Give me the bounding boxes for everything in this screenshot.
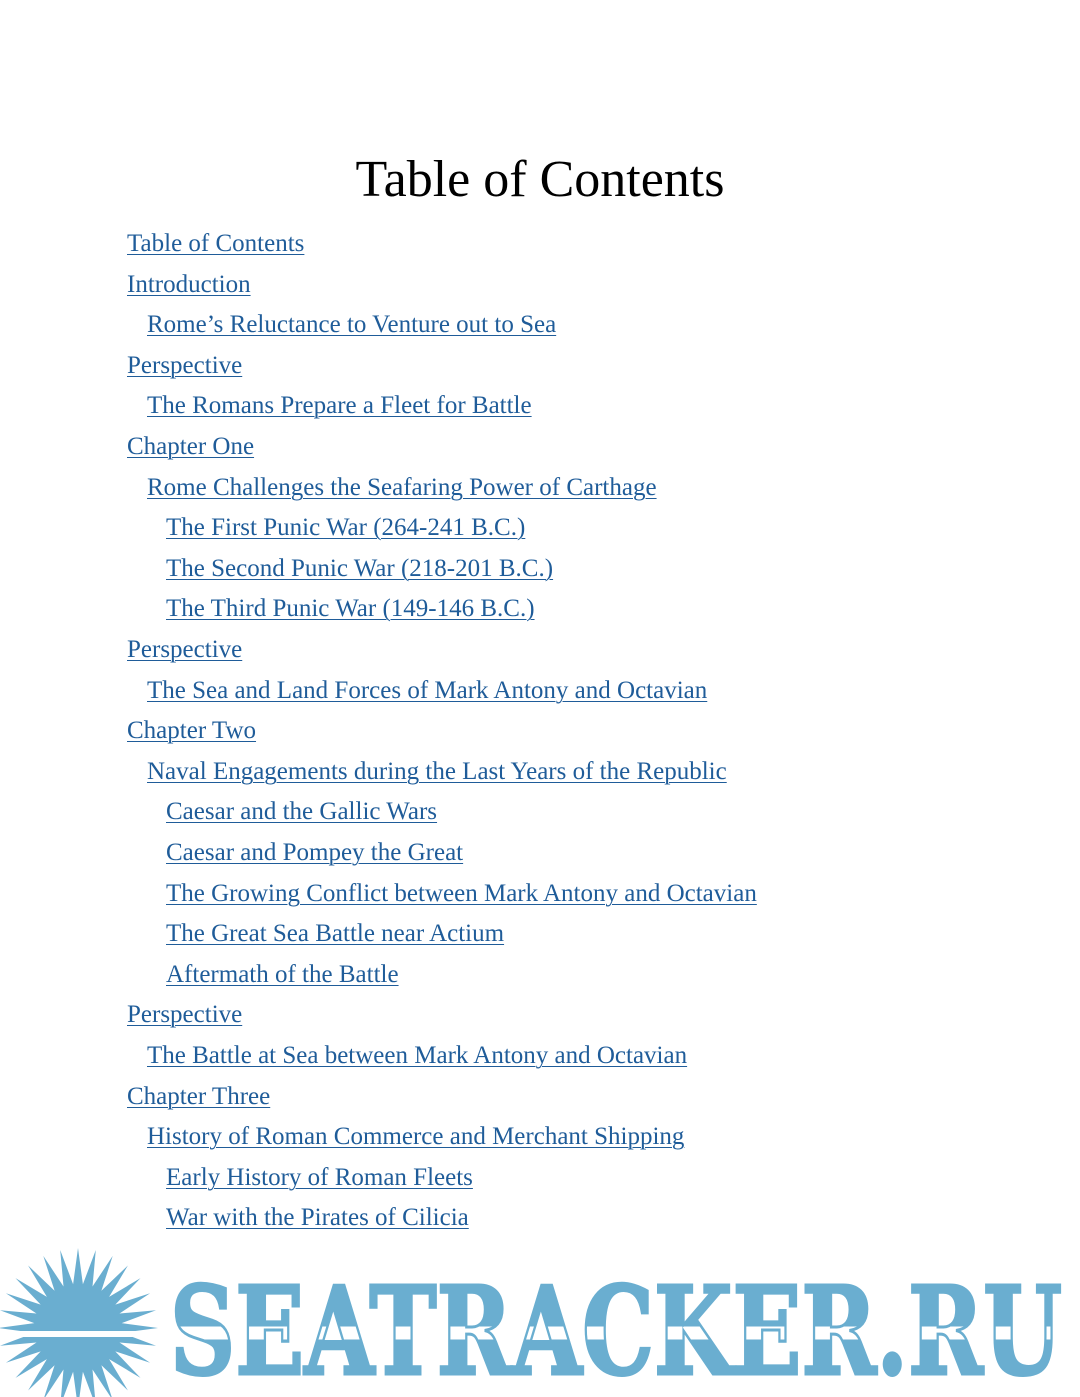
watermark-text: SEATRACKER.RU — [170, 1259, 1062, 1397]
toc-entry — [166, 554, 553, 584]
toc-entry — [127, 1082, 270, 1112]
sun-over-sea-icon — [0, 1248, 170, 1397]
toc-entry — [127, 1000, 242, 1030]
toc-entry — [127, 716, 256, 746]
toc-entry — [147, 1122, 684, 1152]
toc-entry — [147, 310, 556, 340]
toc-link[interactable]: Caesar and Pompey the Great — [166, 839, 464, 866]
toc-entry — [147, 757, 727, 787]
toc-link[interactable]: The Great Sea Battle near Actium — [166, 920, 505, 948]
toc-link[interactable]: Chapter Two — [127, 717, 257, 745]
toc-link[interactable]: The First Punic War (264-241 B.C.) — [166, 514, 526, 542]
toc-link[interactable]: Perspective — [127, 351, 243, 379]
toc-link[interactable]: Chapter Three — [127, 1082, 271, 1110]
toc-link[interactable]: Introduction — [127, 270, 251, 298]
watermark-logo — [0, 1236, 1080, 1397]
toc-entry — [147, 391, 532, 421]
toc-entry — [127, 432, 254, 462]
toc-entry — [166, 960, 399, 990]
toc-link[interactable]: Caesar and the Gallic Wars — [166, 798, 438, 826]
page-title: Table of Contents — [355, 151, 725, 208]
toc-link[interactable]: Aftermath of the Battle — [166, 960, 399, 988]
toc-entry — [166, 919, 504, 949]
toc-link[interactable]: Chapter One — [127, 433, 255, 460]
toc-link[interactable]: Perspective — [127, 1001, 243, 1029]
toc-link[interactable]: The Battle at Sea between Mark Antony and Octavian — [147, 1042, 688, 1069]
toc-entry — [147, 1041, 687, 1071]
toc-entry — [166, 513, 525, 543]
toc-entry — [166, 797, 437, 827]
toc-link[interactable]: The Third Punic War (149-146 B.C.) — [166, 595, 535, 623]
toc-entry — [147, 676, 707, 706]
toc-link[interactable]: Early History of Roman Fleets — [166, 1163, 473, 1191]
toc-link[interactable]: The Sea and Land Forces of Mark Antony and Octavian — [147, 676, 708, 704]
toc-entry — [166, 1203, 469, 1233]
toc-link[interactable]: Perspective — [127, 636, 243, 663]
toc-link[interactable]: Rome Challenges the Seafaring Power of Carthage — [147, 473, 657, 501]
toc-entry — [166, 838, 463, 868]
toc-link[interactable]: History of Roman Commerce and Merchant Shipping — [147, 1123, 685, 1151]
toc-link[interactable]: Table of Contents — [127, 230, 305, 257]
toc-link[interactable]: War with the Pirates of Cilicia — [166, 1204, 469, 1232]
toc-entry — [127, 635, 242, 665]
toc-entry — [127, 351, 242, 381]
toc-link[interactable]: The Growing Conflict between Mark Antony and Octavian — [166, 879, 757, 907]
toc-link[interactable]: The Romans Prepare a Fleet for Battle — [147, 392, 532, 420]
toc-entry — [166, 1163, 473, 1193]
toc-link[interactable]: The Second Punic War (218-201 B.C.) — [166, 554, 554, 582]
toc-entry — [166, 879, 757, 909]
toc-link[interactable]: Naval Engagements during the Last Years of the Republic — [147, 757, 727, 785]
toc-link[interactable]: Rome’s Reluctance to Venture out to Sea — [147, 311, 557, 339]
toc-entry — [127, 270, 251, 300]
toc-entry — [147, 473, 657, 503]
toc-entry — [127, 229, 304, 259]
toc-entry — [166, 594, 535, 624]
